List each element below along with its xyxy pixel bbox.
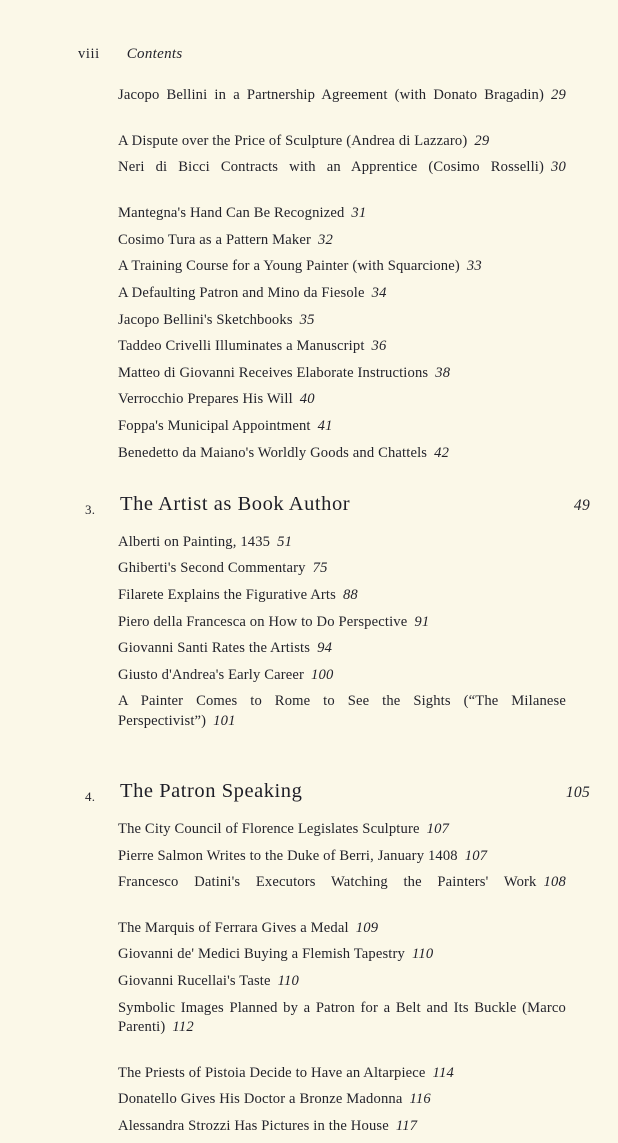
running-head-title: Contents xyxy=(126,46,183,62)
toc-entry[interactable] xyxy=(118,444,566,463)
toc-chapter-heading[interactable] xyxy=(0,493,618,523)
toc-entry[interactable] xyxy=(118,586,566,605)
toc-entry[interactable] xyxy=(118,639,566,658)
toc-entry[interactable] xyxy=(118,337,566,356)
toc-entry[interactable] xyxy=(118,666,566,685)
toc-entry-page-number: 88 xyxy=(342,586,358,603)
toc-entry[interactable] xyxy=(118,204,566,223)
toc-entry-page-number: 38 xyxy=(435,364,451,381)
toc-entry-page-number: 31 xyxy=(351,205,367,222)
toc-entry[interactable] xyxy=(118,820,566,839)
toc-entry[interactable] xyxy=(118,257,566,276)
toc-entry-page-number: 41 xyxy=(317,417,333,434)
toc-entry[interactable] xyxy=(118,231,566,250)
toc-entry-page-number: 101 xyxy=(213,712,236,729)
toc-entry-page-number: 107 xyxy=(426,820,450,837)
toc-entry[interactable] xyxy=(118,417,566,436)
toc-entry[interactable] xyxy=(118,559,566,578)
toc-entry-title: Filarete Explains the Figurative Arts xyxy=(118,586,336,603)
toc-entry-page-number: 110 xyxy=(277,973,300,990)
toc-entry-page-number: 30 xyxy=(551,159,566,176)
toc-entry[interactable] xyxy=(118,613,566,632)
toc-entry-title: Foppa's Municipal Appointment xyxy=(118,417,311,434)
toc-entry-page-number: 40 xyxy=(299,391,315,408)
toc-entry-title: Mantegna's Hand Can Be Recognized xyxy=(118,205,345,222)
toc-entry-page-number: 35 xyxy=(299,311,315,328)
toc-entry-title: Benedetto da Maiano's Worldly Goods and Chattels xyxy=(118,444,428,461)
toc-entry-title: Francesco Datini's Executors Watching the Painters' Work xyxy=(118,874,537,891)
toc-entry[interactable] xyxy=(118,158,566,196)
toc-entry[interactable] xyxy=(118,390,566,409)
toc-entry-page-number: 33 xyxy=(466,258,482,275)
toc-entry-title: Alessandra Strozzi Has Pictures in the House xyxy=(118,1117,389,1134)
toc-entry-title: Verrocchio Prepares His Will xyxy=(118,391,293,408)
table-of-contents xyxy=(0,86,618,1143)
toc-entry-title: Giusto d'Andrea's Early Career xyxy=(118,666,305,683)
toc-entry-title: Cosimo Tura as a Pattern Maker xyxy=(118,231,311,248)
toc-entry-title: A Dispute over the Price of Sculpture (Andrea di Lazzaro) xyxy=(118,132,468,149)
toc-entry-title: Pierre Salmon Writes to the Duke of Berri, January 1408 xyxy=(118,847,458,864)
toc-entry-page-number: 32 xyxy=(318,231,333,248)
toc-entry-page-number: 34 xyxy=(371,284,387,301)
toc-entry[interactable] xyxy=(118,972,566,991)
chapter-title: The Artist as Book Author xyxy=(120,492,351,515)
running-head xyxy=(78,46,183,63)
toc-entry[interactable] xyxy=(118,1064,566,1083)
toc-entry[interactable] xyxy=(118,132,566,151)
toc-entry-title: A Training Course for a Young Painter (with Squarcione) xyxy=(118,258,460,275)
chapter-page-number: 49 xyxy=(573,496,590,514)
toc-entry[interactable] xyxy=(118,873,566,911)
toc-entry-page-number: 51 xyxy=(277,533,293,550)
toc-entry-title: Giovanni Rucellai's Taste xyxy=(118,973,271,990)
toc-entry-title: A Painter Comes to Rome to See the Sights (“The Milanese Perspectivist”) xyxy=(118,693,566,729)
toc-entry-title: Jacopo Bellini's Sketchbooks xyxy=(118,311,293,328)
toc-entry-page-number: 116 xyxy=(409,1091,431,1108)
toc-entry-page-number: 36 xyxy=(371,338,387,355)
toc-entry-page-number: 112 xyxy=(172,1018,194,1035)
toc-entry-page-number: 109 xyxy=(355,919,379,936)
toc-entry-page-number: 110 xyxy=(411,946,434,963)
toc-entry-page-number: 91 xyxy=(414,613,430,630)
toc-entry-title: Ghiberti's Second Commentary xyxy=(118,560,306,577)
toc-entry[interactable] xyxy=(118,919,566,938)
toc-entry[interactable] xyxy=(118,1090,566,1109)
toc-entry-page-number: 108 xyxy=(543,874,566,891)
toc-entry-title: Matteo di Giovanni Receives Elaborate Instructions xyxy=(118,364,429,381)
toc-entry-title: Giovanni Santi Rates the Artists xyxy=(118,640,311,657)
toc-entry-page-number: 29 xyxy=(551,87,566,103)
toc-entry-title: The Marquis of Ferrara Gives a Medal xyxy=(118,919,349,936)
toc-entry-page-number: 94 xyxy=(317,640,333,657)
toc-entry[interactable] xyxy=(118,86,566,124)
toc-entry[interactable] xyxy=(118,1117,566,1136)
toc-entry[interactable] xyxy=(118,364,566,383)
toc-entry-title: Taddeo Crivelli Illuminates a Manuscript xyxy=(118,338,365,355)
toc-entry[interactable] xyxy=(118,692,566,750)
toc-entry[interactable] xyxy=(118,847,566,866)
toc-entry-page-number: 107 xyxy=(464,847,488,864)
chapter-number: 4. xyxy=(85,788,96,804)
toc-entry-title: A Defaulting Patron and Mino da Fiesole xyxy=(118,284,365,301)
toc-entry[interactable] xyxy=(118,311,566,330)
toc-entry[interactable] xyxy=(118,999,566,1057)
toc-entry-page-number: 29 xyxy=(474,132,490,149)
toc-entry-title: Donatello Gives His Doctor a Bronze Madonna xyxy=(118,1091,403,1108)
toc-entry-title: Alberti on Painting, 1435 xyxy=(118,533,271,550)
toc-chapter-heading[interactable] xyxy=(0,780,618,810)
toc-entry[interactable] xyxy=(118,284,566,303)
toc-entry-title: Piero della Francesca on How to Do Perspective xyxy=(118,613,408,630)
chapter-title: The Patron Speaking xyxy=(120,779,303,802)
toc-entry-title: The Priests of Pistoia Decide to Have an Altarpiece xyxy=(118,1064,426,1081)
folio-number: viii xyxy=(78,46,100,62)
toc-entry-page-number: 100 xyxy=(311,666,334,683)
chapter-page-number: 105 xyxy=(565,783,590,801)
toc-entry-title: Giovanni de' Medici Buying a Flemish Tapestry xyxy=(118,946,405,963)
toc-entry-title: Jacopo Bellini in a Partnership Agreement (with Donato Bragadin) xyxy=(118,87,544,103)
toc-entry-title: Neri di Bicci Contracts with an Apprentice (Cosimo Rosselli) xyxy=(118,159,544,176)
toc-entry-page-number: 114 xyxy=(432,1064,454,1081)
toc-entry-page-number: 117 xyxy=(395,1117,418,1134)
toc-entry-page-number: 75 xyxy=(312,560,328,577)
toc-entry[interactable] xyxy=(118,533,566,552)
toc-entry-page-number: 42 xyxy=(434,444,450,461)
chapter-number: 3. xyxy=(85,501,96,517)
toc-entry-title: The City Council of Florence Legislates Sculpture xyxy=(118,820,420,837)
toc-entry-title: Symbolic Images Planned by a Patron for a Belt and Its Buckle (Marco Parenti) xyxy=(118,999,566,1035)
toc-entry[interactable] xyxy=(118,945,566,964)
